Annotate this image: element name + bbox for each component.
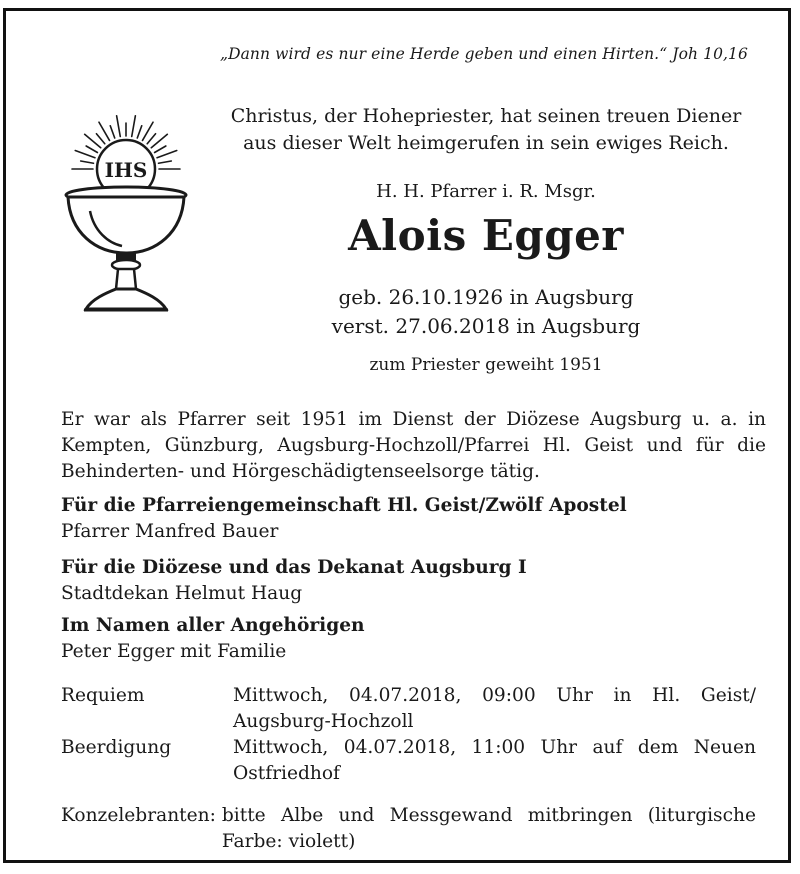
signature-heading: Im Namen aller Angehörigen bbox=[61, 615, 365, 636]
signature-diocese bbox=[61, 555, 766, 607]
biography-paragraph: Er war als Pfarrer seit 1951 im Dienst der Diözese Augsburg u. a. in Kempten, Günzburg, Augsburg-Hochzoll/Pfarrei Hl. Geist und für die Behinderten- und Hörgeschädigtenseelsorge tätig. bbox=[61, 409, 766, 482]
intro-line-2: aus dieser Welt heimgerufen in sein ewiges Reich. bbox=[243, 132, 729, 154]
ray-line bbox=[110, 126, 114, 138]
ray-line bbox=[75, 151, 95, 158]
life-dates bbox=[176, 283, 796, 341]
obituary-frame bbox=[3, 8, 791, 863]
death-date: verst. 27.06.2018 in Augsburg bbox=[331, 314, 641, 338]
ray-line bbox=[147, 134, 155, 144]
event-row-requiem bbox=[61, 683, 756, 735]
ihs-text: IHS bbox=[104, 158, 148, 182]
signature-parish bbox=[61, 493, 766, 545]
event-row-burial bbox=[61, 735, 756, 787]
chalice-icon bbox=[56, 103, 196, 315]
signature-heading: Für die Diözese und das Dekanat Augsburg I bbox=[61, 557, 527, 578]
ray-line bbox=[158, 161, 171, 163]
ray-line bbox=[117, 116, 121, 137]
ray-line bbox=[86, 146, 97, 153]
signature-heading: Für die Pfarreiengemeinschaft Hl. Geist/Zwölf Apostel bbox=[61, 495, 627, 516]
ray-line bbox=[96, 134, 104, 144]
ray-line bbox=[81, 161, 94, 163]
bible-quote: „Dann wird es nur eine Herde geben und einen Hirten.“ Joh 10,16 bbox=[219, 45, 748, 63]
concelebrant-note bbox=[61, 803, 756, 855]
signature-family bbox=[61, 613, 766, 665]
event-label: Requiem bbox=[61, 685, 145, 706]
deceased-name: Alois Egger bbox=[348, 211, 624, 260]
event-label: Beerdigung bbox=[61, 737, 172, 758]
ray-line bbox=[137, 126, 141, 138]
birth-date: geb. 26.10.1926 in Augsburg bbox=[338, 285, 634, 309]
clerical-title: H. H. Pfarrer i. R. Msgr. bbox=[376, 181, 596, 202]
ray-line bbox=[157, 151, 177, 158]
signature-name: Peter Egger mit Familie bbox=[61, 641, 287, 662]
note-label: Konzelebranten: bbox=[61, 805, 216, 826]
signature-name: Stadtdekan Helmut Haug bbox=[61, 583, 303, 604]
ordination-line: zum Priester geweiht 1951 bbox=[369, 355, 603, 375]
event-detail: Mittwoch, 04.07.2018, 09:00 Uhr in Hl. Geist/ Augsburg-Hochzoll bbox=[233, 685, 756, 732]
event-detail: Mittwoch, 04.07.2018, 11:00 Uhr auf dem Neuen Ostfriedhof bbox=[233, 737, 756, 784]
ray-line bbox=[155, 146, 166, 153]
intro-line-1: Christus, der Hohepriester, hat seinen treuen Diener bbox=[230, 105, 742, 127]
ray-line bbox=[132, 116, 136, 137]
service-schedule bbox=[61, 683, 756, 787]
signature-name: Pfarrer Manfred Bauer bbox=[61, 521, 279, 542]
note-text: bitte Albe und Messgewand mitbringen (liturgische Farbe: violett) bbox=[221, 805, 756, 852]
intro-text bbox=[176, 103, 796, 157]
